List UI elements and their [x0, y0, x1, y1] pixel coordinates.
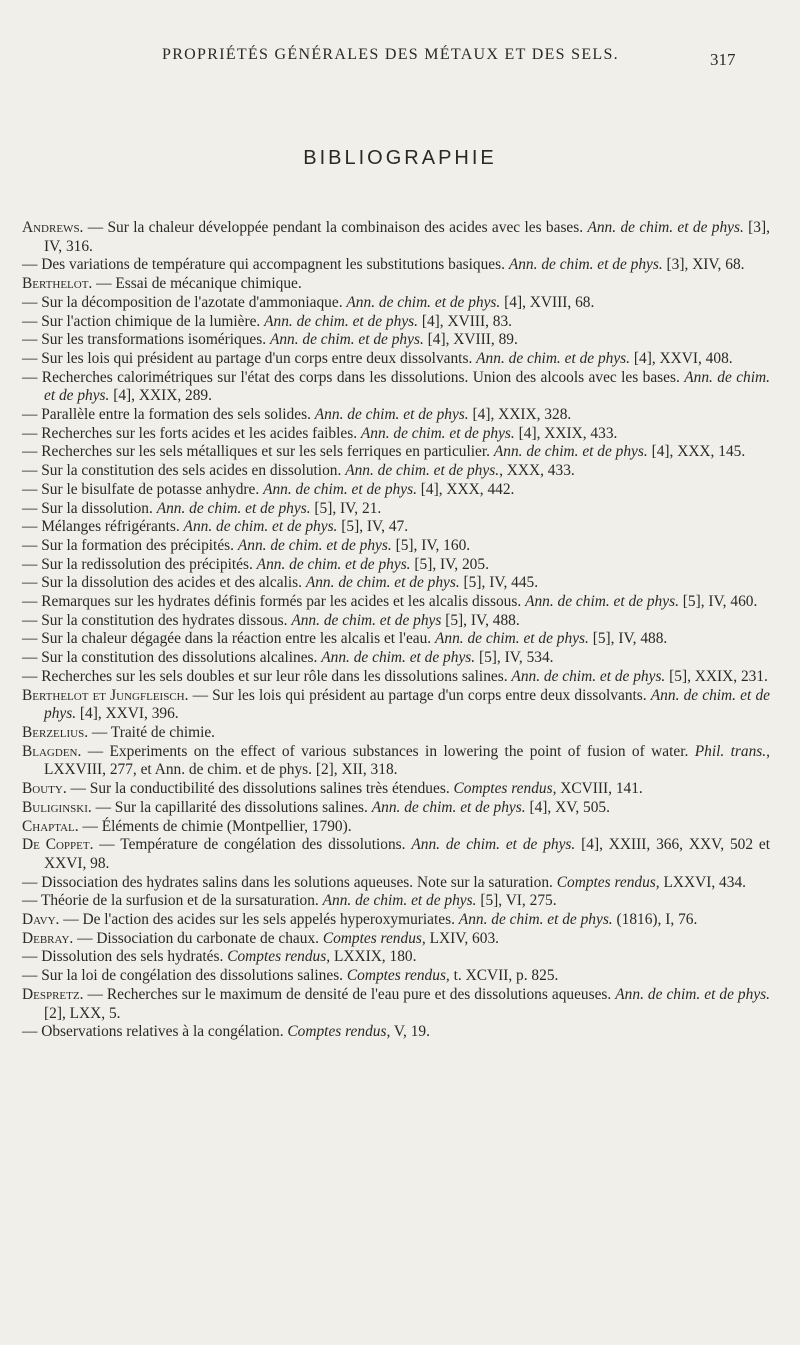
- entry-journal: Phil. trans.: [694, 742, 767, 760]
- entry-text: — Sur les transformations isomériques.: [22, 331, 270, 349]
- entry-reference: , LXXVIII, 277, et Ann. de chim. et de phys. [2], XII, 318.: [44, 742, 771, 779]
- entry-reference: [5], IV, 460.: [678, 593, 758, 611]
- bibliography-entry: [22, 892, 770, 911]
- entry-reference: [5], XXIX, 231.: [665, 667, 768, 685]
- bibliography-entry: [22, 743, 770, 780]
- entry-reference: [5], IV, 160.: [391, 536, 471, 554]
- entry-text: — Sur la loi de congélation des dissolutions salines.: [22, 967, 347, 985]
- entry-journal: Ann. de chim. et de phys.: [237, 536, 392, 554]
- entry-text: — Température de congélation des dissolutions.: [93, 836, 412, 854]
- entry-text: — Sur la dissolution.: [22, 499, 157, 517]
- entry-text: — Sur la dissolution des acides et des alcalis.: [22, 574, 306, 592]
- bibliography-entry: [22, 574, 770, 593]
- bibliography-entry: [22, 780, 770, 799]
- entry-author: Debray.: [22, 929, 74, 947]
- entry-text: — Sur l'action chimique de la lumière.: [22, 312, 265, 330]
- entry-author: Berzelius.: [22, 723, 89, 741]
- entry-journal: Comptes rendus,: [287, 1023, 391, 1041]
- entry-reference: , XXX, 433.: [499, 462, 575, 480]
- bibliography-entry: [22, 630, 770, 649]
- entry-reference: [5], IV, 47.: [337, 518, 409, 536]
- entry-text: — Mélanges réfrigérants.: [22, 518, 184, 536]
- entry-journal: Ann. de chim. et de phys.: [183, 518, 338, 536]
- bibliography-entry: [22, 986, 770, 1023]
- entry-author: De Coppet.: [22, 836, 94, 854]
- section-title: BIBLIOGRAPHIE: [303, 147, 497, 169]
- entry-journal: Ann. de chim. et de phys.: [263, 480, 417, 498]
- bibliography-entry: [22, 219, 770, 256]
- running-header: [0, 38, 800, 68]
- entry-text: — Recherches sur les forts acides et les acides faibles.: [22, 424, 361, 442]
- entry-journal: Ann. de chim. et de phys: [291, 611, 442, 629]
- entry-text: — Experiments on the effect of various substances in lowering the point of fusion of water.: [81, 742, 695, 760]
- entry-text: — Sur la décomposition de l'azotate d'ammoniaque.: [22, 293, 347, 311]
- bibliography-entry: [22, 350, 770, 369]
- bibliography-entry: [22, 518, 770, 537]
- entry-reference: [4], XXIX, 328.: [468, 406, 572, 424]
- bibliography-entry: [22, 406, 770, 425]
- entry-journal: Ann. de chim. et de phys.: [371, 798, 526, 816]
- bibliography-entry: [22, 818, 770, 837]
- entry-journal: Ann. de chim. et de phys.: [435, 630, 589, 648]
- entry-text: — Sur la constitution des dissolutions alcalines.: [22, 649, 322, 667]
- entry-reference: [4], XVIII, 68.: [500, 293, 595, 311]
- entry-reference: [5], IV, 534.: [475, 649, 554, 667]
- bibliography-entry: [22, 1023, 770, 1042]
- bibliography-entry: [22, 911, 770, 930]
- entry-reference: [5], IV, 21.: [310, 499, 382, 517]
- entry-journal: Comptes rendus,: [346, 967, 450, 985]
- bibliography-entry: [22, 537, 770, 556]
- entry-author: Chaptal.: [22, 817, 79, 835]
- entry-author: Andrews.: [22, 219, 84, 236]
- entry-text: — Observations relatives à la congélation.: [22, 1023, 288, 1041]
- entry-reference: [4], XV, 505.: [525, 798, 610, 816]
- entry-text: — Sur la constitution des hydrates dissous.: [22, 611, 292, 629]
- entry-text: — Sur la chaleur dégagée dans la réaction entre les alcalis et l'eau.: [22, 630, 435, 648]
- entry-reference: [3], XIV, 68.: [662, 256, 745, 274]
- entry-text: — Théorie de la surfusion et de la sursaturation.: [22, 892, 323, 910]
- bibliography-entry: [22, 443, 770, 462]
- entry-text: — Recherches sur le maximum de densité de l'eau pure et des dissolutions aqueuses.: [83, 985, 616, 1003]
- entry-journal: Comptes rendus,: [453, 780, 557, 798]
- entry-text: — Dissociation du carbonate de chaux.: [73, 929, 323, 947]
- entry-reference: [4], XXIII, 366, XXV, 502 et XXVI, 98.: [44, 836, 770, 872]
- entry-text: — Sur les lois qui président au partage d'un corps entre deux dissolvants.: [188, 686, 651, 704]
- entry-author: Berthelot.: [22, 275, 93, 293]
- bibliography-entry: [22, 331, 770, 350]
- entry-journal: Ann. de chim. et de phys.: [264, 312, 418, 330]
- entry-reference: t. XCVII, p. 825.: [449, 967, 559, 985]
- bibliography-entry: [22, 967, 770, 986]
- bibliography-entry: [22, 687, 770, 724]
- entry-text: — Remarques sur les hydrates définis formés par les acides et les alcalis dissous.: [22, 593, 526, 611]
- entry-journal: Ann. de chim. et de phys.: [44, 368, 770, 405]
- entry-text: — Sur la constitution des sels acides en dissolution.: [22, 462, 346, 480]
- entry-text: — Sur la formation des précipités.: [22, 536, 238, 554]
- entry-reference: [5], IV, 488.: [588, 630, 668, 648]
- entry-text: — Sur la conductibilité des dissolutions salines très étendues.: [66, 780, 454, 798]
- entry-reference: LXIV, 603.: [425, 929, 499, 947]
- bibliography-entry: [22, 462, 770, 481]
- entry-journal: Ann. de chim. et de phys.: [156, 499, 311, 517]
- entry-journal: Ann. de chim. et de phys.: [525, 593, 679, 611]
- entry-journal: Ann. de chim. et de phys.: [615, 985, 770, 1003]
- bibliography-entry: [22, 948, 770, 967]
- entry-reference: V, 19.: [390, 1023, 430, 1041]
- entry-journal: Ann. de chim. et de phys.: [493, 443, 648, 461]
- entry-author: Davy.: [22, 911, 60, 929]
- entry-reference: [4], XXIX, 433.: [514, 424, 618, 442]
- entry-journal: Ann. de chim. et de phys.: [305, 574, 460, 592]
- entry-text: — Sur la capillarité des dissolutions salines.: [91, 798, 372, 816]
- bibliography-entry: [22, 256, 770, 275]
- entry-reference: [5], IV, 445.: [459, 574, 539, 592]
- bibliography-list: [22, 219, 770, 1042]
- entry-journal: Ann. de chim. et de phys.: [346, 293, 501, 311]
- entry-reference: [4], XXX, 145.: [647, 443, 746, 461]
- bibliography-entry: [22, 294, 770, 313]
- entry-text: — Recherches calorimétriques sur l'état des corps dans les dissolutions. Union des alcools avec les bases.: [22, 368, 685, 386]
- bibliography-entry: [22, 724, 770, 743]
- entry-text: — De l'action des acides sur les sels appelés hyperoxymuriates.: [59, 911, 459, 929]
- entry-journal: Comptes rendus,: [227, 948, 331, 966]
- bibliography-entry: [22, 275, 770, 294]
- entry-text: — Parallèle entre la formation des sels solides.: [22, 406, 315, 424]
- entry-author: Buliginski.: [22, 798, 92, 816]
- bibliography-entry: [22, 874, 770, 893]
- entry-text: — Recherches sur les sels métalliques et sur les sels ferriques en particulier.: [22, 443, 494, 461]
- running-title: PROPRIÉTÉS GÉNÉRALES DES MÉTAUX ET DES SELS.: [162, 46, 619, 63]
- entry-reference: [4], XVIII, 89.: [423, 331, 518, 349]
- entry-journal: Ann. de chim. et de phys.: [587, 219, 744, 236]
- entry-author: Despretz.: [22, 985, 84, 1003]
- entry-text: — Sur la redissolution des précipités.: [22, 555, 257, 573]
- entry-journal: Ann. de chim. et de phys.: [314, 406, 469, 424]
- entry-journal: Ann. de chim. et de phys.: [345, 462, 500, 480]
- bibliography-entry: [22, 930, 770, 949]
- entry-text: — Recherches sur les sels doubles et sur leur rôle dans les dissolutions salines.: [22, 667, 512, 685]
- entry-author: Berthelot et Jungfleisch.: [22, 686, 189, 704]
- entry-reference: [4], XXIX, 289.: [109, 387, 212, 405]
- entry-reference: [2], LXX, 5.: [44, 1004, 121, 1022]
- entry-reference: [3], IV, 316.: [44, 219, 770, 255]
- entry-reference: [4], XVIII, 83.: [418, 312, 513, 330]
- entry-reference: LXXIX, 180.: [330, 948, 417, 966]
- bibliography-entry: [22, 425, 770, 444]
- entry-text: — Essai de mécanique chimique.: [92, 275, 302, 293]
- entry-journal: Ann. de chim. et de phys.: [321, 649, 476, 667]
- entry-text: — Traité de chimie.: [88, 723, 216, 741]
- bibliography-entry: [22, 836, 770, 873]
- entry-reference: [5], VI, 275.: [476, 892, 557, 910]
- entry-reference: XCVIII, 141.: [556, 780, 643, 798]
- entry-reference: [4], XXX, 442.: [416, 480, 515, 498]
- page-number: 317: [710, 50, 736, 69]
- bibliography-entry: [22, 556, 770, 575]
- entry-text: — Dissociation des hydrates salins dans les solutions aqueuses. Note sur la saturation.: [22, 873, 557, 891]
- entry-journal: Ann. de chim. et de phys.: [360, 424, 515, 442]
- entry-author: Bouty.: [22, 780, 67, 798]
- entry-journal: Ann. de chim. et de phys.: [256, 555, 411, 573]
- entry-reference: LXXVI, 434.: [659, 873, 746, 891]
- entry-text: — Sur le bisulfate de potasse anhydre.: [22, 480, 264, 498]
- bibliography-entry: [22, 799, 770, 818]
- bibliography-entry: [22, 369, 770, 406]
- entry-journal: Ann. de chim. et de phys.: [322, 892, 477, 910]
- entry-journal: Ann. de chim. et de phys.: [508, 256, 663, 274]
- bibliography-entry: [22, 612, 770, 631]
- entry-journal: Ann. de chim. et de phys.: [269, 331, 424, 349]
- entry-text: — Dissolution des sels hydratés.: [22, 948, 228, 966]
- entry-text: — Sur les lois qui président au partage d'un corps entre deux dissolvants.: [22, 349, 477, 367]
- entry-journal: Ann. de chim. et de phys.: [476, 349, 631, 367]
- entry-journal: Ann. de chim. et de phys.: [411, 836, 576, 854]
- entry-journal: Ann. de chim. et de phys.: [458, 911, 613, 929]
- entry-journal: Ann. de chim. et de phys.: [511, 667, 666, 685]
- entry-journal: Comptes rendus,: [556, 873, 660, 891]
- entry-reference: [5], IV, 488.: [441, 611, 520, 629]
- entry-text: — Éléments de chimie (Montpellier, 1790).: [78, 817, 352, 835]
- entry-reference: [4], XXVI, 396.: [76, 705, 179, 723]
- entry-text: — Des variations de température qui accompagnent les substitutions basiques.: [22, 256, 509, 274]
- entry-author: Blagden.: [22, 742, 82, 760]
- entry-journal: Ann. de chim. et de phys.: [44, 686, 770, 723]
- bibliography-entry: [22, 481, 770, 500]
- bibliography-entry: [22, 500, 770, 519]
- bibliography-entry: [22, 593, 770, 612]
- entry-reference: [5], IV, 205.: [410, 555, 489, 573]
- entry-journal: Comptes rendus,: [322, 929, 426, 947]
- bibliography-entry: [22, 649, 770, 668]
- entry-reference: (1816), I, 76.: [612, 911, 698, 929]
- bibliography-entry: [22, 668, 770, 687]
- bibliography-entry: [22, 313, 770, 332]
- entry-text: — Sur la chaleur développée pendant la combinaison des acides avec les bases.: [83, 219, 588, 236]
- entry-reference: [4], XXVI, 408.: [630, 349, 733, 367]
